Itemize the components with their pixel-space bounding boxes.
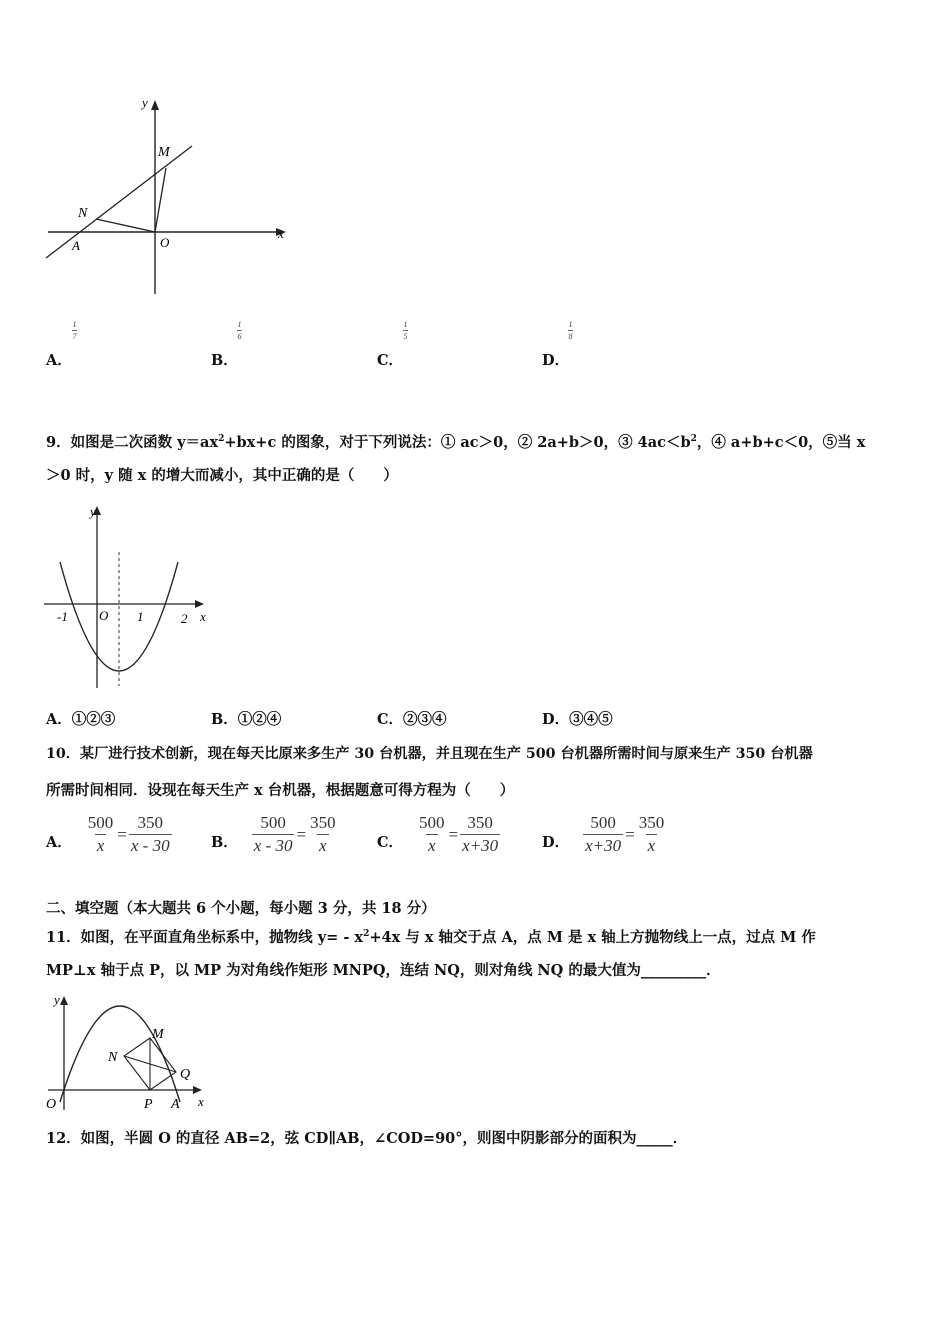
- option-text: ③④⑤: [569, 711, 613, 728]
- fraction-numerator: 350: [638, 813, 665, 832]
- q9-text-a: 9．如图是二次函数 y＝ax: [46, 434, 219, 451]
- option-text: ①②④: [237, 711, 282, 728]
- fraction-numerator: 500: [590, 813, 616, 832]
- fraction-denominator: x - 30: [253, 836, 293, 855]
- superscript: 2: [690, 434, 697, 444]
- q10-stem-line2: 所需时间相同．设现在每天生产 x 台机器，根据题意可得方程为（ ）: [46, 782, 515, 799]
- q8-y-label: y: [142, 95, 148, 110]
- fraction-denominator: x+30: [462, 836, 499, 855]
- q11-text-b: +4x 与 x 轴交于点 A，点 M 是 x 轴上方抛物线上一点，过点 M 作: [369, 929, 816, 946]
- fraction-numerator: 500: [260, 813, 286, 832]
- option-label: B．: [211, 352, 238, 369]
- option-label: A．: [46, 834, 72, 851]
- q9-tick-2: 2: [181, 611, 188, 626]
- q8-point-n: N: [78, 206, 88, 221]
- q11-y-label: y: [54, 992, 60, 1007]
- option-label: A．: [46, 711, 72, 728]
- fraction: [86, 814, 116, 855]
- fraction-denominator: 6: [237, 332, 242, 341]
- q11-text-a: 11．如图，在平面直角坐标系中，抛物线 y= - x: [46, 929, 364, 946]
- q8-options: [46, 320, 666, 368]
- fraction: [417, 814, 447, 855]
- q10-options: [46, 814, 686, 866]
- section-title: 二、填空题（本大题共 6 个小题，每小题 3 分，共 18 分）: [46, 900, 436, 917]
- option-label: D．: [542, 834, 570, 851]
- fraction-denominator: x+30: [585, 836, 622, 855]
- equals-sign: =: [117, 824, 127, 844]
- fraction-denominator: x: [428, 836, 436, 855]
- q11-y-arrow-icon: [60, 996, 68, 1005]
- q11-x-arrow-icon: [193, 1086, 202, 1094]
- q8-figure: [40, 92, 300, 307]
- fraction-numerator: 1: [403, 320, 408, 329]
- q8-option-d[interactable]: [542, 320, 662, 368]
- option-text: ②③④: [403, 711, 447, 728]
- fraction-denominator: x: [647, 836, 656, 855]
- q11-figure: [40, 990, 215, 1115]
- q9-tick-minus1: -1: [57, 609, 68, 624]
- fraction-numerator: 350: [310, 813, 336, 832]
- q8-y-arrow-icon: [151, 100, 159, 110]
- q11-x-label: x: [198, 1094, 204, 1109]
- fraction: [129, 814, 172, 855]
- equals-sign: =: [296, 824, 307, 844]
- superscript: 2: [363, 929, 370, 939]
- q9-stem-line1: [46, 429, 865, 453]
- option-label: D．: [542, 352, 570, 369]
- option-label: A．: [46, 352, 72, 369]
- q9-stem-line2: ＞0 时，y 随 x 的增大而减小，其中正确的是（ ）: [46, 467, 398, 484]
- q11-stem-line1: [46, 924, 816, 948]
- q10-stem-line1: 10．某厂进行技术创新，现在每天比原来多生产 30 台机器，并且现在生产 500 台机器所需时间与原来生产 350 台机器: [46, 746, 813, 762]
- q9-tick-1: 1: [137, 609, 144, 624]
- q9-option-a[interactable]: [46, 708, 115, 729]
- option-label: C．: [377, 711, 404, 728]
- q8-option-a[interactable]: [46, 320, 206, 368]
- option-label: B．: [211, 834, 238, 851]
- option-fraction: [568, 320, 573, 341]
- q9-options: [46, 708, 666, 730]
- q9-text-b: +bx+c 的图象，对于下列说法：① ac＞0，② 2a+b＞0，③ 4ac＜b: [224, 434, 691, 451]
- fraction-numerator: 1: [568, 320, 573, 329]
- option-fraction: [403, 320, 408, 341]
- fraction-numerator: 350: [467, 813, 493, 832]
- q11-point-n: N: [108, 1050, 118, 1065]
- q9-x-arrow-icon: [195, 600, 204, 608]
- q8-segment-mo: [155, 168, 166, 232]
- superscript: 2: [218, 434, 225, 444]
- option-fraction: [72, 320, 77, 341]
- q9-option-b[interactable]: [211, 708, 281, 729]
- option-label: C．: [377, 834, 404, 851]
- q8-segment-no: [96, 219, 155, 232]
- fraction-numerator: 500: [419, 813, 445, 832]
- equals-sign: =: [625, 824, 635, 844]
- fraction: [460, 814, 500, 855]
- q10-option-c[interactable]: [377, 814, 500, 855]
- fraction: [583, 814, 623, 855]
- q9-option-c[interactable]: [377, 708, 447, 729]
- q9-option-d[interactable]: [542, 708, 613, 729]
- fraction: [308, 814, 338, 855]
- fraction: [252, 814, 295, 855]
- q9-text-c: ，④ a+b+c＜0，⑤当 x: [696, 434, 866, 451]
- q9-y-label: y: [90, 504, 96, 519]
- q8-option-b[interactable]: [211, 320, 371, 368]
- q8-option-c[interactable]: [377, 320, 537, 368]
- q9-origin-label: O: [99, 608, 109, 623]
- fraction-numerator: 1: [237, 320, 242, 329]
- fraction-denominator: x: [96, 836, 105, 855]
- fraction-denominator: x - 30: [130, 836, 170, 855]
- fraction-denominator: 5: [403, 332, 408, 341]
- fraction-denominator: x: [319, 836, 327, 855]
- q10-option-b[interactable]: [211, 814, 338, 855]
- option-label: B．: [211, 711, 238, 728]
- q11-point-q: Q: [180, 1067, 191, 1082]
- option-text: ①②③: [71, 711, 116, 728]
- q10-option-d[interactable]: [542, 814, 666, 855]
- q8-line: [46, 146, 192, 258]
- q12-stem: 12．如图，半圆 O 的直径 AB=2，弦 CD∥AB，∠COD=90°，则图中阴影部分的面积为_____．: [46, 1130, 688, 1147]
- q11-stem-line2: MP⊥x 轴于点 P，以 MP 为对角线作矩形 MNPQ，连结 NQ，则对角线 NQ 的最大值为_________．: [46, 962, 721, 979]
- option-label: D．: [542, 711, 570, 728]
- option-fraction: [237, 320, 242, 341]
- q8-x-label: x: [278, 226, 284, 241]
- fraction: [637, 814, 667, 855]
- fraction-numerator: 500: [87, 813, 114, 832]
- fraction-denominator: 8: [568, 332, 573, 341]
- fraction-numerator: 1: [72, 320, 77, 329]
- q8-point-o: O: [160, 235, 170, 250]
- equals-sign: =: [448, 824, 459, 844]
- fraction-numerator: 350: [137, 813, 163, 832]
- q10-option-a[interactable]: [46, 814, 172, 855]
- q11-point-o: O: [46, 1097, 57, 1112]
- q8-point-m: M: [158, 145, 170, 160]
- q11-point-a: A: [171, 1097, 180, 1112]
- q8-point-a: A: [72, 238, 80, 253]
- q9-x-label: x: [200, 609, 206, 624]
- q11-point-p: P: [144, 1097, 153, 1112]
- q9-figure: [40, 500, 220, 695]
- option-label: C．: [377, 352, 404, 369]
- fraction-denominator: 7: [72, 332, 77, 341]
- q11-point-m: M: [152, 1027, 164, 1042]
